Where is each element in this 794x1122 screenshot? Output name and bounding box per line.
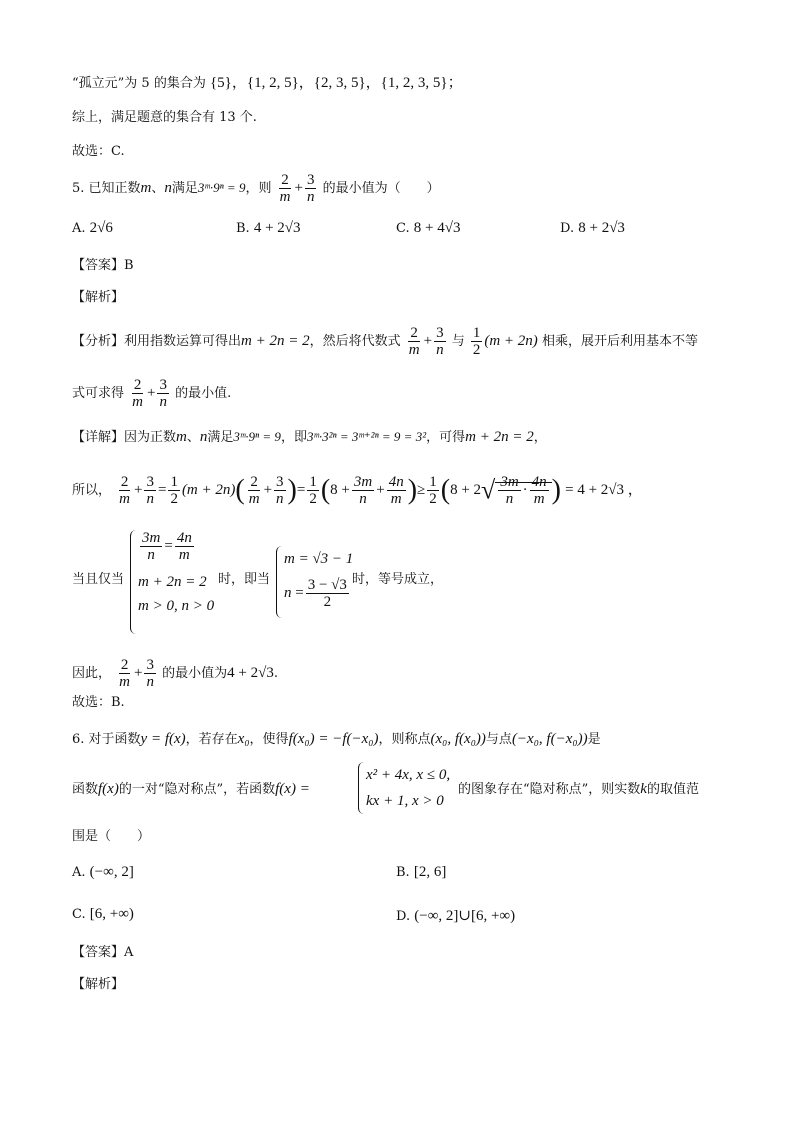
condition-line <box>72 571 124 589</box>
option-d[interactable] <box>560 220 625 237</box>
math-expression: 3ᵐ·9ⁿ = 9 <box>233 429 281 444</box>
equation-system: m = √3 − 1 n = $\frac{3 - √3}{2}$ <box>284 547 353 615</box>
text-segment: ，可得 <box>426 430 466 445</box>
math-expression: 3ᵐ·3²ⁿ = 3ᵐ⁺²ⁿ = 9 = 3² <box>306 429 427 444</box>
option-label: B. <box>396 865 410 880</box>
option-b[interactable] <box>396 864 446 881</box>
text-segment: 【详解】因为正数 <box>72 430 177 445</box>
equation-system: $\frac{3m}{n}$ = $\frac{4n}{m}$ m + 2n = 2 m > 0, n > 0 <box>138 530 214 618</box>
derivation-line: 所以， $\frac{2}{m}$ + $\frac{3}{n}$ = $\frac{1}{2}$ (m + 2n)( $\frac{2}{m}$ + $\frac{3}{n}$ )= $\frac{1}{2}$ (8 + $\frac{3m}{n}$ + $\frac{4n}{m}$ )≥ $\frac{1}{2}$ (8 + 2√ $\frac{3m}{n}$ · $\frac{4n}{m}$ ) = 4 + 2√3 ， <box>72 474 643 507</box>
math-expression: m + 2n = 2 <box>241 333 310 349</box>
math-expression: = 4 + 2√3 ， <box>565 482 643 498</box>
option-c[interactable] <box>72 906 134 923</box>
text-segment: ，然后将代数式 <box>309 334 401 349</box>
text-segment: 与 <box>451 334 465 349</box>
text-segment: 的最小值. <box>175 386 232 401</box>
piece-row: x² + 4x, x ≤ 0, <box>366 767 451 783</box>
text-segment: 5. 已知正数 <box>72 181 141 196</box>
fraction: $\frac{1}{2}$ <box>472 325 481 358</box>
math-expression: (−x₀, f(−x₀)) <box>511 731 588 747</box>
math-var: k <box>640 781 647 797</box>
analysis-line: 式可求得 $\frac{2}{m}$ + $\frac{3}{n}$ 的最小值. <box>72 377 232 410</box>
text-segment: 因此， <box>72 666 112 681</box>
option-value: [6, +∞) <box>89 906 134 922</box>
math-var: m <box>140 180 152 196</box>
system-row: m + 2n = 2 <box>138 574 207 590</box>
option-label: A. <box>72 865 86 880</box>
condition-line: 时，即当 <box>218 572 271 587</box>
fraction: $\frac{2}{m}$ <box>132 377 143 410</box>
math-expression: f(x₀) = −f(−x₀) <box>288 731 379 747</box>
text-segment: 【分析】利用指数运算可得出 <box>72 334 242 349</box>
option-value: 2√6 <box>89 220 113 236</box>
text-segment: 所以， <box>72 483 112 498</box>
text-segment: 满足 <box>171 181 198 196</box>
text-segment: “孤立元”为 5 的集合为 <box>72 76 206 91</box>
text-segment: 是 <box>587 732 601 747</box>
text-segment: 、 <box>151 181 165 196</box>
analysis-line: 【分析】利用指数运算可得出m + 2n = 2，然后将代数式 $\frac{2}{m}$ + $\frac{3}{n}$ 与 $\frac{1}{2}$ (m + 2n) 相乘，展开后利用基本不等 <box>72 325 698 358</box>
option-label: C. <box>72 907 86 922</box>
option-label: B. <box>236 221 250 236</box>
answer-label: 【答案】B <box>72 258 134 273</box>
option-label: A. <box>72 221 86 236</box>
conclusion-line: 因此， $\frac{2}{m}$ + $\frac{3}{n}$ 的最小值为4 + 2√3. <box>72 657 278 690</box>
text-segment: ， <box>533 430 547 445</box>
text-line: 故选：C. <box>72 144 125 159</box>
option-value: (−∞, 2] <box>89 864 134 880</box>
text-segment: 的取值范 <box>646 782 699 797</box>
piecewise-function <box>366 762 450 814</box>
text-line: 故选：B. <box>72 695 125 710</box>
text-segment: 6. 对于函数 <box>72 732 141 747</box>
text-segment: 的最小值为（ ） <box>322 181 440 196</box>
question-6-stem <box>72 780 310 799</box>
text-line <box>72 74 463 93</box>
math-var: n <box>199 429 208 445</box>
math-expression: 4 + 2√3 <box>227 665 274 681</box>
text-segment: ，则称点 <box>378 732 431 747</box>
question-6-stem: 围是（ ） <box>72 829 151 844</box>
text-segment: ，使得 <box>249 732 289 747</box>
math-expression: y = f(x) <box>140 731 186 747</box>
fraction: $\frac{2}{m}$ <box>279 172 291 205</box>
math-var: m <box>176 429 187 445</box>
detail-line <box>72 428 547 447</box>
math-expression: m + 2n = 2 <box>465 429 534 445</box>
option-value: [2, 6] <box>413 864 447 880</box>
math-var: n <box>164 180 172 196</box>
fraction: $\frac{3}{n}$ <box>436 325 444 358</box>
math-var: x₀ <box>237 731 250 747</box>
option-value: 4 + 2√3 <box>253 220 301 236</box>
answer-label: 【答案】A <box>72 945 134 960</box>
text-segment: 、 <box>186 430 200 445</box>
fraction: $\frac{3}{n}$ <box>159 377 167 410</box>
text-segment: ，则 <box>245 181 272 196</box>
option-value: (−∞, 2]∪[6, +∞) <box>414 908 516 924</box>
question-5-stem: 5. 已知正数m、n满足3ᵐ·9ⁿ = 9，则 $\frac{2}{m}$ + $\frac{3}{n}$ 的最小值为（ ） <box>72 172 440 205</box>
condition-line: 时，等号成立， <box>352 572 444 587</box>
question-6-stem <box>72 730 601 749</box>
piece-row: kx + 1, x > 0 <box>366 793 444 809</box>
option-value: 8 + 4√3 <box>413 220 461 236</box>
text-segment: 式可求得 <box>72 386 125 401</box>
text-segment: 的一对“隐对称点”，若函数 <box>118 782 276 797</box>
text-segment: 满足 <box>207 430 234 445</box>
option-value: 8 + 2√3 <box>578 220 625 236</box>
system-row: m > 0, n > 0 <box>138 598 215 614</box>
math-expression: {5}，{1, 2, 5}，{2, 3, 5}，{1, 2, 3, 5}； <box>209 75 463 91</box>
text-segment: 相乘，展开后利用基本不等 <box>541 334 698 349</box>
text-line: 综上，满足题意的集合有 13 个. <box>72 110 257 125</box>
option-label: D. <box>560 221 575 236</box>
text-segment: ，即 <box>280 430 307 445</box>
fraction: $\frac{2}{m}$ <box>408 325 420 358</box>
math-expression: f(x) <box>98 781 119 797</box>
text-segment: 的最小值为 <box>162 666 228 681</box>
text-segment: 的图象存在“隐对称点”，则实数 <box>458 782 641 797</box>
system-row: m = √3 − 1 <box>284 551 354 567</box>
analysis-label: 【解析】 <box>72 977 125 992</box>
analysis-label: 【解析】 <box>72 290 125 305</box>
text-segment: 当且仅当 <box>72 572 125 587</box>
text-segment: . <box>273 666 278 681</box>
option-a[interactable] <box>72 220 113 237</box>
text-segment: ，若存在 <box>185 732 238 747</box>
option-a[interactable] <box>72 864 134 881</box>
option-label: C. <box>396 221 410 236</box>
math-expression: 3ᵐ·9ⁿ = 9 <box>197 180 246 195</box>
option-c[interactable] <box>396 220 460 237</box>
math-expression: (x₀, f(x₀)) <box>430 731 486 747</box>
fraction: $\frac{3}{n}$ <box>306 172 315 205</box>
option-b[interactable] <box>236 220 301 237</box>
math-expression: f(x) = <box>275 781 310 797</box>
question-6-stem <box>458 780 699 799</box>
option-label: D. <box>396 909 411 924</box>
option-d[interactable] <box>396 906 515 925</box>
left-brace <box>358 762 366 814</box>
text-segment: 函数 <box>72 782 99 797</box>
text-segment: 与点 <box>485 732 512 747</box>
